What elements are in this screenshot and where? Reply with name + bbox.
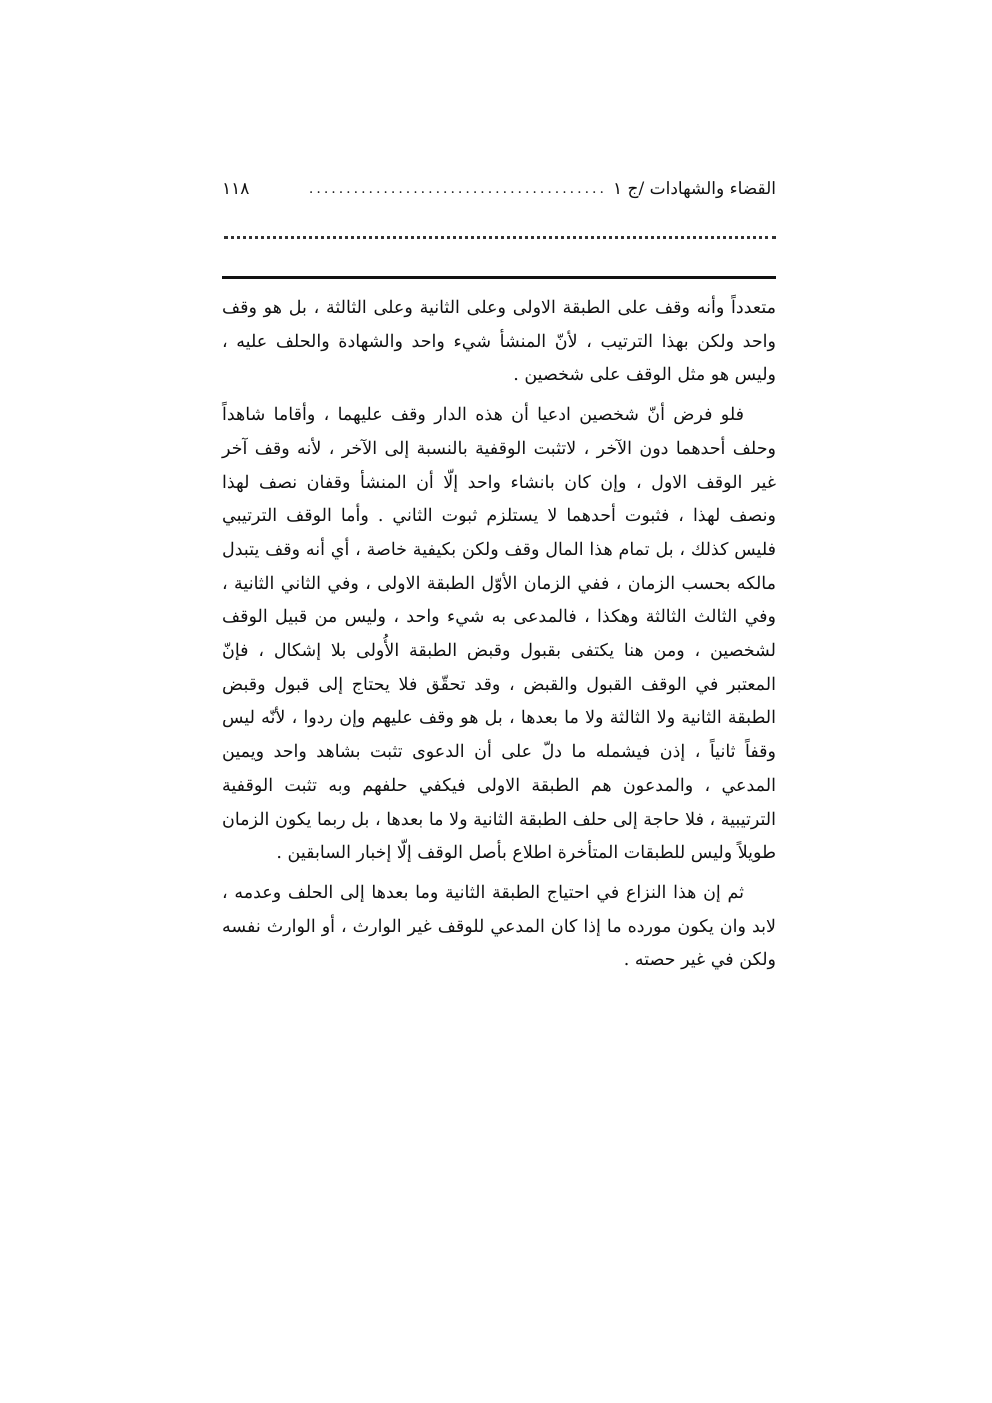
- paragraph: ثم إن هذا النزاع في احتياج الطبقة الثانية وما بعدها إلى الحلف وعدمه ، لابد وان يكون مورده ما إذا كان المدعي للوقف غير الوارث ، أو الوارث نفسه ولكن في غير حصته .: [222, 882, 776, 971]
- main-text: [222, 292, 776, 984]
- paragraph-continuation: متعدداً وأنه وقف على الطبقة الاولى وعلى الثانية وعلى الثالثة ، بل هو وقف واحد ولكن بهذا الترتيب ، لأنّ المنشأ شيء واحد والشهادة والحلف عليه ، وليس هو مثل الوقف على شخصين .: [222, 298, 776, 386]
- dotted-divider: [224, 236, 776, 239]
- page-number: ١١٨: [222, 179, 250, 199]
- dot-leader: ........................................: [308, 181, 607, 197]
- paragraph: فلو فرض أنّ شخصين ادعيا أن هذه الدار وقف عليهما ، وأقاما شاهداً وحلف أحدهما دون الآخر ، لاتثبت الوقفية بالنسبة إلى الآخر ، لأنه وقف آخر غير الوقف الاول ، وإن كان بانشاء واحد إلّا أن المنشأ وقفان نصف لهذا ونصف لهذا ، فثبوت أحدهما لا يستلزم ثبوت الثاني . وأما الوقف الترتيبي فليس كذلك ، بل تمام هذا المال وقف ولكن بكيفية خاصة ، أي أنه وقف يتبدل مالكه بحسب الزمان ، ففي الزمان الأوّل الطبقة الاولى ، وفي الثاني الثانية ، وفي الثالث الثالثة وهكذا ، فالمدعى به شيء واحد ، وليس من قبيل الوقف لشخصين ، ومن هنا يكتفى بقبول وقبض الطبقة الأُولى بلا إشكال ، فإنّ المعتبر في الوقف القبول والقبض ، وقد تحقّق فلا يحتاج إلى قبول وقبض الطبقة الثانية ولا الثالثة ولا ما بعدها ، بل هو وقف عليهم وإن ردوا ، لأنّه ليس وقفاً ثانياً ، إذن فيشمله ما دلّ على أن الدعوى تثبت بشاهد واحد ويمين المدعي ، والمدعون هم الطبقة الاولى فيكفي حلفهم وبه تثبت الوقفية الترتيبية ، فلا حاجة إلى حلف الطبقة الثانية ولا ما بعدها ، بل ربما يكون الزمان طويلاً وليس للطبقات المتأخرة اطلاع بأصل الوقف إلّا إخبار السابقين .: [222, 405, 776, 864]
- book-title: القضاء والشهادات /ج ١: [612, 179, 776, 199]
- header-rule: [222, 276, 776, 279]
- running-header: [222, 176, 776, 202]
